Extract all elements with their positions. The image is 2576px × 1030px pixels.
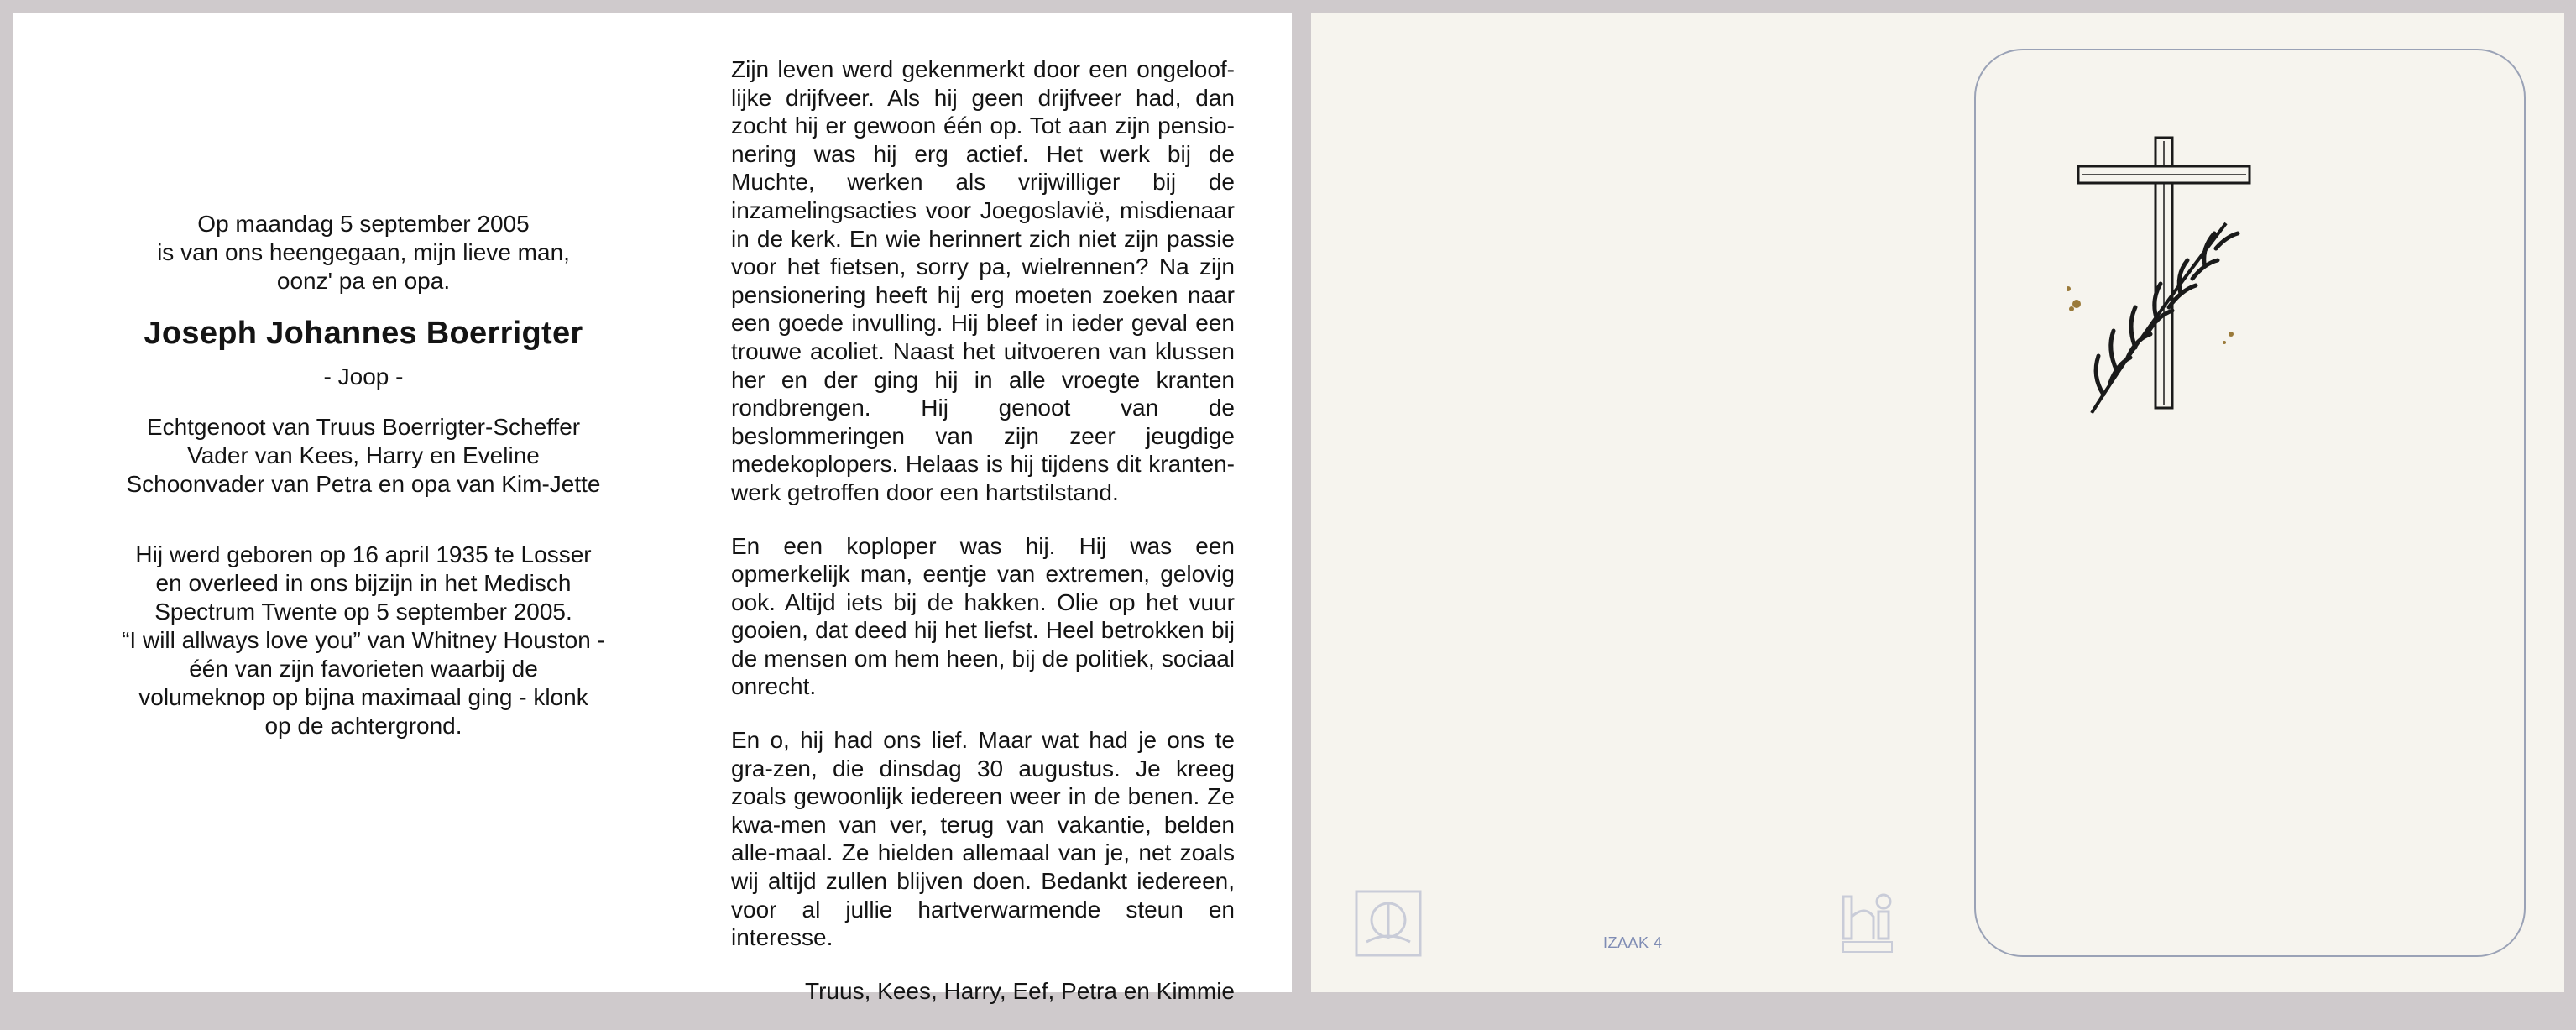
inner-spread	[13, 13, 1292, 1004]
memorial-text-left	[57, 210, 670, 740]
family-signature: Truus, Kees, Harry, Eef, Petra en Kimmie	[805, 977, 1235, 1004]
birth-line: “I will allways love you” van Whitney Houston -	[122, 627, 605, 653]
relation-line: Vader van Kees, Harry en Eveline	[187, 442, 540, 468]
birth-line: Hij werd geboren op 16 april 1935 te Losser	[135, 541, 592, 567]
birth-line: volumeknop op bijna maximaal ging - klonk	[138, 684, 588, 710]
intro-text	[57, 210, 670, 295]
paragraph-character: En een koploper was hij. Hij was een opmerkelijk man, eentje van extremen, gelovig ook. Altijd iets bij de hakken. Olie op het vuur gooien, dat deed hij het liefst. Heel betrokken bij de mensen om hem heen, bij de politiek, sociaal onrecht.	[731, 532, 1235, 700]
birth-line: Spectrum Twente op 5 september 2005.	[154, 599, 572, 625]
memorial-text-right	[731, 55, 1235, 1030]
intro-line: oonz' pa en opa.	[276, 268, 451, 294]
birth-line: één van zijn favorieten waarbij de	[189, 656, 538, 682]
birth-info	[57, 541, 670, 740]
deceased-name: Joseph Johannes Boerrigter	[144, 316, 583, 351]
birth-line: op de achtergrond.	[264, 713, 462, 739]
birth-line: en overleed in ons bijzijn in het Medisch	[155, 570, 572, 596]
paragraph-farewell: En o, hij had ons lief. Maar wat had je ons te gra-zen, die dinsdag 30 augustus. Je kreeg zoals gewoonlijk iedereen weer in de benen. Ze kwa-men van ver, terug van vakantie, belden alle-maal. Ze hielden allemaal van je, net zoals wij altijd zullen blijven doen. Bedankt iedereen, voor al jullie hartverwarmende steun en interesse.	[731, 727, 1235, 951]
cover-page	[1311, 13, 2564, 992]
relations-text	[57, 413, 670, 499]
nickname: - Joop -	[323, 363, 404, 390]
cross-with-palm-icon	[2067, 114, 2285, 433]
intro-line: is van ons heengegaan, mijn lieve man,	[157, 239, 570, 265]
relation-line: Echtgenoot van Truus Boerrigter-Scheffer	[146, 414, 581, 440]
printer-logo-icon	[1840, 883, 1899, 955]
paragraph-life: Zijn leven werd gekenmerkt door een ongeloof-lijke drijfveer. Als hij geen drijfveer had, dan zocht hij er gewoon één op. Tot aan zijn pensio-nering was hij erg actief. Het werk bij de Muchte, werken als vrijwilliger bij de inzamelingsacties voor Joegoslavië, misdienaar in de kerk. En wie herinnert zich niet zijn passie voor het fietsen, sorry pa, wielrennen? Na zijn pensionering heeft hij erg moeten zoeken naar een goede invulling. Hij bleef in ieder geval een trouwe acoliet. Naast het uitvoeren van klussen her en der ging hij in alle vroegte kranten rondbrengen. Hij genoot van de beslommeringen van zijn zeer jeugdige medekoplopers. Helaas is hij tijdens dit kranten-werk getroffen door een hartstilstand.	[731, 56, 1235, 505]
publisher-logo-icon	[1355, 890, 1422, 957]
intro-line: Op maandag 5 september 2005	[197, 211, 530, 237]
printer-code: IZAAK 4	[1603, 934, 1663, 951]
relation-line: Schoonvader van Petra en opa van Kim-Jette	[126, 471, 601, 497]
